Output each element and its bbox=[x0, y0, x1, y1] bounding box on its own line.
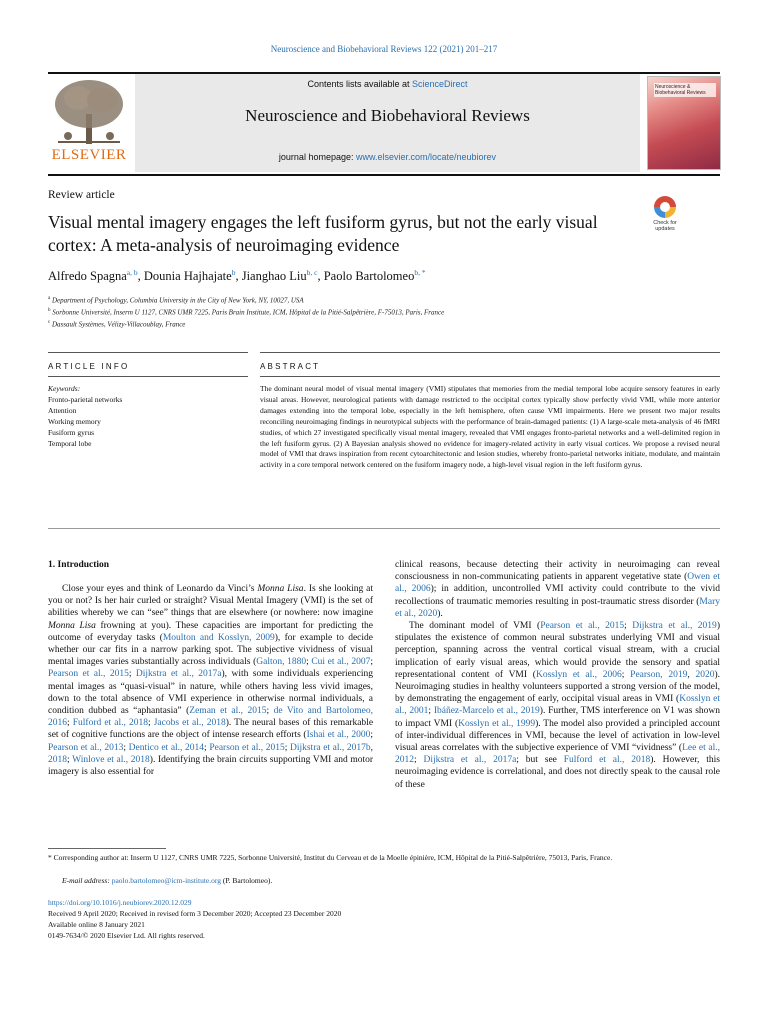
citation-link[interactable]: Zeman et al., 2015 bbox=[189, 706, 267, 717]
check-updates-label: Check for updates bbox=[653, 220, 677, 232]
affiliation-mark: b bbox=[48, 308, 51, 313]
citation-link[interactable]: Cui et al., 2007 bbox=[311, 657, 371, 668]
keyword: Attention bbox=[48, 406, 77, 415]
affiliation-text: Dassault Systèmes, Vélizy-Villacoublay, France bbox=[51, 320, 186, 329]
keywords-label: Keywords: bbox=[48, 384, 81, 393]
sciencedirect-link[interactable]: ScienceDirect bbox=[412, 79, 468, 89]
citation-link[interactable]: Fulford et al., 2018 bbox=[72, 718, 148, 729]
citation-link[interactable]: Dijkstra et al., 2017a bbox=[135, 669, 222, 680]
text-run: ), with some individuals experiencing mental images as “quasi-visual” in nature, while others having less vivid images, down to the total absence of VMI experience in otherwise normal individuals, a condition dubbed as “aphantasia” ( bbox=[48, 669, 374, 717]
separator: ; bbox=[370, 657, 373, 668]
check-updates-icon bbox=[654, 196, 676, 218]
footnote-rule bbox=[48, 848, 166, 849]
citation-link[interactable]: Galton, 1880 bbox=[256, 657, 307, 668]
email-suffix: (P. Bartolomeo). bbox=[220, 876, 273, 885]
separator: ; bbox=[428, 706, 434, 717]
citation-link[interactable]: Ibáñez-Marcelo et al., 2019 bbox=[433, 706, 540, 717]
citation-link[interactable]: Moulton and Kosslyn, 2009 bbox=[162, 632, 275, 643]
keyword: Temporal lobe bbox=[48, 439, 92, 448]
journal-homepage bbox=[135, 152, 640, 162]
text-run: ). bbox=[437, 608, 443, 619]
author-name[interactable]: Paolo Bartolomeo bbox=[323, 269, 415, 284]
citation-link[interactable]: 2020 bbox=[695, 669, 715, 680]
separator: ; bbox=[147, 718, 154, 729]
citation-link[interactable]: Dijkstra et al., 2017a bbox=[423, 755, 517, 766]
separator: ; bbox=[621, 669, 631, 680]
article-type: Review article bbox=[48, 189, 115, 201]
introduction-heading: 1. Introduction bbox=[48, 560, 110, 570]
citation-link[interactable]: Pearson et al., 2013 bbox=[48, 742, 124, 753]
author-name[interactable]: Jianghao Liu bbox=[241, 269, 307, 284]
text-run: Close your eyes and think of Leonardo da Vinci’s bbox=[62, 584, 258, 594]
intro-paragraph bbox=[48, 583, 373, 778]
citation-link[interactable]: Dijkstra et al., 2019 bbox=[632, 621, 717, 632]
text-run-italic: Monna Lisa bbox=[48, 620, 96, 631]
journal-title: Neuroscience and Biobehavioral Reviews bbox=[245, 106, 530, 125]
text-run: ). Further, TMS interference on V1 was shown to impact VMI ( bbox=[395, 706, 721, 729]
text-run: ). However, this neuroimaging evidence is correlational, and does not directly speak to the causal role of these bbox=[395, 755, 720, 790]
text-run: ). The neural bases of this remarkable set of cognitive functions are the object of intense research efforts ( bbox=[48, 718, 374, 741]
citation-link[interactable]: 2018 bbox=[48, 754, 67, 765]
doi-url[interactable]: https://doi.org/10.1016/j.neubiorev.2020.12.029 bbox=[48, 898, 192, 907]
separator: ; bbox=[370, 730, 373, 741]
article-info-bottom-rule bbox=[48, 376, 248, 377]
citation-link[interactable]: Dijkstra et al., 2017b bbox=[289, 742, 371, 753]
separator: ; bbox=[123, 742, 129, 753]
text-run: ). Identifying the brain circuits supporting VMI and motor imagery is also essential for bbox=[48, 754, 374, 778]
homepage-link[interactable]: www.elsevier.com/locate/neubiorev bbox=[355, 152, 497, 162]
citation-link[interactable]: Ishai et al., 2000 bbox=[306, 730, 371, 741]
citation-link[interactable]: Jacobs et al., 2018 bbox=[153, 718, 226, 729]
keyword: Fronto-parietal networks bbox=[48, 395, 123, 404]
text-run: ); in addition, uncontrolled VMI activity could contribute to the vivid recollections of traumatic memories resulting in post-traumatic stress disorder ( bbox=[395, 584, 721, 607]
separator: ; bbox=[284, 742, 290, 753]
email-label: E-mail address: bbox=[62, 876, 112, 885]
affiliation bbox=[48, 296, 304, 304]
citation-link[interactable]: Pearson et al., 2015 bbox=[209, 742, 285, 753]
citation-link[interactable]: Winlove et al., 2018 bbox=[72, 754, 150, 765]
elsevier-tree-icon bbox=[48, 76, 130, 148]
available-online: Available online 8 January 2021 bbox=[48, 920, 145, 929]
abstract-heading: ABSTRACT bbox=[260, 362, 321, 371]
journal-cover-thumbnail[interactable] bbox=[647, 76, 721, 170]
citation-link[interactable]: Dentico et al., 2014 bbox=[128, 742, 205, 753]
body-column-right bbox=[395, 559, 720, 791]
separator: , bbox=[370, 742, 374, 753]
text-run-italic: Monna Lisa bbox=[257, 584, 304, 594]
affiliation-mark: c bbox=[48, 320, 51, 325]
corresponding-author-note: * Corresponding author at: Inserm U 1127, CNRS UMR 7225, Sorbonne Université, Institut du Cerveau et de la Moelle épinière, ICM, Hôpital de la Pitié-Salpêtrière, 75013, Paris, France. bbox=[48, 853, 613, 862]
intro-paragraph bbox=[395, 559, 720, 620]
abstract-top-rule bbox=[260, 352, 720, 353]
abstract-end-rule bbox=[48, 528, 720, 529]
author-affil-mark[interactable]: b, c bbox=[306, 268, 318, 277]
copyright: 0149-7634/© 2020 Elsevier Ltd. All rights reserved. bbox=[48, 931, 205, 940]
cover-title: Neuroscience & Biobehavioral Reviews bbox=[654, 83, 716, 97]
article-title: Visual mental imagery engages the left fusiform gyrus, but not the early visual cortex: A meta-analysis of neuroimaging evidence bbox=[48, 212, 598, 255]
citation-link[interactable]: Kosslyn et al., 2006 bbox=[535, 669, 622, 680]
journal-reference[interactable]: Neuroscience and Biobehavioral Reviews 122 (2021) 201–217 bbox=[270, 44, 498, 54]
citation-link[interactable]: Kosslyn et al., 1999 bbox=[458, 718, 536, 729]
text-run: clinical reasons, because detecting their activity in neuroimaging can reveal consciousness in non-communicating patients in apparent vegetative state ( bbox=[395, 560, 720, 583]
separator: ; bbox=[306, 657, 312, 668]
author-affil-mark[interactable]: b, * bbox=[414, 268, 426, 277]
separator: ; bbox=[266, 706, 274, 717]
received-dates: Received 9 April 2020; Received in revised form 3 December 2020; Accepted 23 December 2020 bbox=[48, 909, 342, 918]
text-run: . Is she looking at you or not? Is her hair curled or straight? Visual Mental Imagery (VMI) is the set of abilities whereby we can “see” things that are elsewhere (or nowhere: now imagine bbox=[48, 584, 373, 619]
separator: ; bbox=[128, 669, 136, 680]
keyword: Working memory bbox=[48, 417, 101, 426]
affiliation bbox=[48, 320, 185, 328]
homepage-prefix: journal homepage: bbox=[278, 152, 356, 162]
author-affil-mark[interactable]: b bbox=[231, 268, 236, 277]
author-name[interactable]: Alfredo Spagna bbox=[48, 269, 127, 284]
citation-link[interactable]: Pearson et al., 2015 bbox=[540, 621, 625, 632]
affiliation-mark: a bbox=[48, 296, 51, 301]
abstract-text: The dominant neural model of visual mental imagery (VMI) stipulates that memories from the medial temporal lobe acquire sensory features in early visual areas. However, neurological patients with damage restricted to the occipital cortex typically show perfectly vivid VMI, while more anterior damages extending into the temporal lobe, especially in the left hemisphere, often cause VMI impairments. Here we present two major results reconciling neuroimaging findings in neurotypical subjects with the performance of brain-damaged patients: (1) A large-scale meta-analysis of 46 fMRI studies, of which 27 investigated specifically visual mental imagery, revealed that VMI engages fronto-parietal networks and a well-delimited region in the left fusiform gyrus. (2) A Bayesian analysis showed no evidence for imagery-related activity in early visual cortices. We propose a revised neural model of VMI that draws inspiration from recent cytoarchitectonic and lesion studies, whereby fronto-parietal networks initiate, modulate, and maintain activity in a core temporal network centered on the fusiform imagery node, a high-level visual region in the left fusiform gyrus. bbox=[260, 384, 720, 470]
citation-link[interactable]: Kosslyn et al., 2001 bbox=[395, 694, 721, 717]
text-run: ). The model also provided a principled account of inter-individual differences in VMI, because the level of activation in low-level visual areas correlates with the subjective experience of VMI “vividness” ( bbox=[395, 718, 720, 754]
author-affil-mark[interactable]: a, b bbox=[126, 268, 138, 277]
doi-link[interactable] bbox=[48, 898, 192, 909]
citation-link[interactable]: Owen et al., 2006 bbox=[395, 572, 720, 595]
citation-link[interactable]: Mary et al., 2020 bbox=[395, 596, 720, 619]
citation-link[interactable]: Lee et al., 2012 bbox=[395, 743, 720, 766]
author-list: Alfredo Spagna$^{a, b}$, Dounia Hajhajate$^b$, Jianghao Liu$^{b, c}$, Paolo Bartolomeo$^{b, *}$ bbox=[48, 268, 426, 284]
intro-paragraph bbox=[395, 620, 720, 791]
separator: ; bbox=[204, 742, 210, 753]
text-run: The dominant model of VMI ( bbox=[409, 621, 541, 632]
affiliation-text: Department of Psychology, Columbia University in the City of New York, NY, 10027, USA bbox=[51, 296, 304, 305]
elsevier-wordmark: ELSEVIER bbox=[51, 147, 127, 163]
text-run: ). Neuroimaging studies in healthy volunteers supported a strong version of the model, by demonstrating the engagement of early, occipital visual areas in VMI ( bbox=[395, 669, 721, 705]
text-run: ; but see bbox=[516, 755, 564, 766]
citation-link[interactable]: Pearson, 2019 bbox=[630, 669, 688, 680]
check-for-updates-button[interactable] bbox=[648, 196, 682, 232]
separator: ; bbox=[67, 754, 73, 765]
article-info-heading: ARTICLE INFO bbox=[48, 362, 130, 371]
affiliation-text: Sorbonne Université, Inserm U 1127, CNRS UMR 7225, Paris Brain Institute, ICM, Hôpital de la Pitié-Salpêtrière, F-75013, Paris, France bbox=[52, 308, 445, 317]
text-run: ), for example to decide whether our car fits in a narrow parking spot. The subjective vividness of visual mental images varies substantially across individuals ( bbox=[48, 632, 373, 668]
article-info-top-rule bbox=[48, 352, 248, 353]
separator: ; bbox=[624, 621, 633, 632]
elsevier-logo[interactable] bbox=[48, 76, 130, 166]
email-line bbox=[48, 876, 734, 887]
contents-line bbox=[135, 79, 640, 89]
text-run: ) stipulates the existence of common neural substrates underlying VMI and visual perception, spanning across the ventral cortical visual stream, with a crucial implication of early visual areas, which would provide the sensory and spatial representational content of VMI ( bbox=[395, 621, 720, 680]
affiliation bbox=[48, 308, 444, 316]
citation-link[interactable]: de Vito and Bartolomeo, 2016 bbox=[48, 706, 373, 729]
citation-link[interactable]: Fulford et al., 2018 bbox=[563, 755, 651, 766]
contents-prefix: Contents lists available at bbox=[307, 79, 413, 89]
separator: , bbox=[687, 669, 696, 680]
separator: ; bbox=[67, 718, 73, 729]
keyword: Fusiform gyrus bbox=[48, 428, 95, 437]
abstract-bottom-rule bbox=[260, 376, 720, 377]
author-name[interactable]: Dounia Hajhajate bbox=[143, 269, 232, 284]
text-run: frowning at you). These capacities are important for predicting the outcome of everyday tasks ( bbox=[48, 620, 373, 643]
email-link[interactable]: paolo.bartolomeo@icm-institute.org bbox=[111, 876, 221, 885]
separator: ; bbox=[414, 755, 424, 766]
citation-link[interactable]: Pearson et al., 2015 bbox=[48, 669, 129, 680]
body-column-left bbox=[48, 583, 373, 778]
